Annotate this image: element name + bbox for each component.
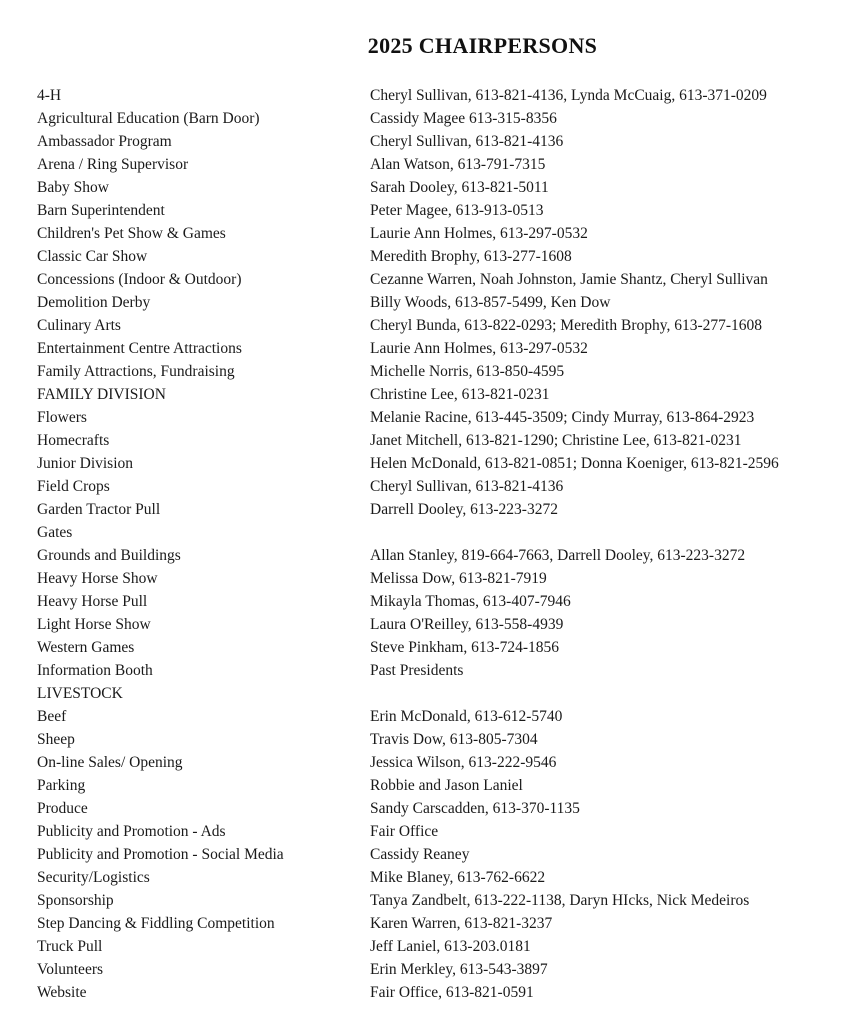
contact-info: Jeff Laniel, 613-203.0181 — [370, 938, 531, 955]
category-label: Junior Division — [37, 455, 134, 472]
table-row — [37, 107, 837, 130]
category-label: Arena / Ring Supervisor — [37, 156, 189, 173]
category-label: Grounds and Buildings — [37, 547, 181, 564]
table-row — [37, 636, 837, 659]
category-label: On-line Sales/ Opening — [37, 754, 183, 771]
category-label: Sheep — [37, 731, 75, 748]
category-label: Homecrafts — [37, 432, 110, 449]
table-row — [37, 567, 837, 590]
page-title: 2025 CHAIRPERSONS — [367, 33, 598, 58]
category-label: Demolition Derby — [37, 294, 151, 311]
table-row — [37, 360, 837, 383]
category-label: Volunteers — [37, 961, 104, 978]
contact-info: Helen McDonald, 613-821-0851; Donna Koeniger, 613-821-2596 — [370, 455, 779, 472]
category-label: Light Horse Show — [37, 616, 151, 633]
table-row — [37, 268, 837, 291]
category-label: Heavy Horse Show — [37, 570, 158, 587]
category-label: Classic Car Show — [37, 248, 148, 265]
category-label: Concessions (Indoor & Outdoor) — [37, 271, 242, 288]
contact-info: Janet Mitchell, 613-821-1290; Christine Lee, 613-821-0231 — [370, 432, 742, 449]
category-label: Western Games — [37, 639, 135, 656]
contact-info: Jessica Wilson, 613-222-9546 — [370, 754, 557, 771]
table-row — [37, 291, 837, 314]
category-label: 4-H — [37, 87, 62, 104]
contact-info: Cassidy Magee 613-315-8356 — [370, 110, 557, 127]
category-label: Sponsorship — [37, 892, 114, 909]
contact-info: Billy Woods, 613-857-5499, Ken Dow — [370, 294, 611, 311]
category-label: Field Crops — [37, 478, 110, 495]
table-row — [37, 820, 837, 843]
contact-info: Laurie Ann Holmes, 613-297-0532 — [370, 225, 588, 242]
category-label: Website — [37, 984, 87, 1001]
table-row — [37, 452, 837, 475]
category-label: Ambassador Program — [37, 133, 172, 150]
table-row — [37, 176, 837, 199]
table-row — [37, 866, 837, 889]
table-row — [37, 222, 837, 245]
contact-info: Cheryl Sullivan, 613-821-4136 — [370, 133, 564, 150]
table-row — [37, 406, 837, 429]
table-row — [37, 429, 837, 452]
table-row — [37, 130, 837, 153]
contact-info — [370, 521, 837, 544]
table-row — [37, 705, 837, 728]
category-label: Baby Show — [37, 179, 109, 196]
table-row — [37, 659, 837, 682]
table-row — [37, 797, 837, 820]
table-row — [37, 751, 837, 774]
contact-info: Darrell Dooley, 613-223-3272 — [370, 501, 558, 518]
table-row — [37, 84, 837, 107]
category-label: Security/Logistics — [37, 869, 150, 886]
category-label: Culinary Arts — [37, 317, 121, 334]
category-label: Gates — [37, 524, 73, 541]
category-label: Publicity and Promotion - Ads — [37, 823, 226, 840]
contact-info: Fair Office — [370, 823, 439, 840]
category-label: Truck Pull — [37, 938, 103, 955]
contact-info: Mikayla Thomas, 613-407-7946 — [370, 593, 571, 610]
table-row — [37, 912, 837, 935]
contact-info: Fair Office, 613-821-0591 — [370, 984, 534, 1001]
table-row — [37, 682, 837, 705]
category-label: LIVESTOCK — [37, 685, 123, 702]
contact-info: Cezanne Warren, Noah Johnston, Jamie Shantz, Cheryl Sullivan — [370, 271, 768, 288]
contact-info: Travis Dow, 613-805-7304 — [370, 731, 538, 748]
contact-info: Laurie Ann Holmes, 613-297-0532 — [370, 340, 588, 357]
contact-info: Cheryl Sullivan, 613-821-4136, Lynda McCuaig, 613-371-0209 — [370, 87, 767, 104]
category-label: FAMILY DIVISION — [37, 386, 166, 403]
contact-info: Meredith Brophy, 613-277-1608 — [370, 248, 572, 265]
contact-info — [370, 682, 837, 705]
table-row — [37, 153, 837, 176]
table-row — [37, 613, 837, 636]
contact-info: Christine Lee, 613-821-0231 — [370, 386, 550, 403]
table-row — [37, 728, 837, 751]
table-row — [37, 521, 837, 544]
contact-info: Michelle Norris, 613-850-4595 — [370, 363, 565, 380]
category-label: Beef — [37, 708, 67, 725]
contact-info: Laura O'Reilley, 613-558-4939 — [370, 616, 564, 633]
table-row — [37, 245, 837, 268]
table-row — [37, 383, 837, 406]
contact-info: Cassidy Reaney — [370, 846, 470, 863]
table-row — [37, 475, 837, 498]
table-row — [37, 314, 837, 337]
table-row — [37, 935, 837, 958]
table-row — [37, 958, 837, 981]
contact-info: Sandy Carscadden, 613-370-1135 — [370, 800, 580, 817]
table-row — [37, 843, 837, 866]
chairpersons-list — [37, 84, 837, 1004]
table-row — [37, 981, 837, 1004]
contact-info: Melissa Dow, 613-821-7919 — [370, 570, 547, 587]
contact-info: Erin Merkley, 613-543-3897 — [370, 961, 548, 978]
contact-info: Steve Pinkham, 613-724-1856 — [370, 639, 559, 656]
contact-info: Tanya Zandbelt, 613-222-1138, Daryn HIcks, Nick Medeiros — [370, 892, 750, 909]
table-row — [37, 544, 837, 567]
table-row — [37, 199, 837, 222]
contact-info: Sarah Dooley, 613-821-5011 — [370, 179, 549, 196]
category-label: Information Booth — [37, 662, 153, 679]
table-row — [37, 337, 837, 360]
table-row — [37, 889, 837, 912]
table-row — [37, 590, 837, 613]
category-label: Heavy Horse Pull — [37, 593, 148, 610]
contact-info: Melanie Racine, 613-445-3509; Cindy Murray, 613-864-2923 — [370, 409, 755, 426]
category-label: Children's Pet Show & Games — [37, 225, 226, 242]
category-label: Family Attractions, Fundraising — [37, 363, 235, 380]
contact-info: Alan Watson, 613-791-7315 — [370, 156, 546, 173]
category-label: Agricultural Education (Barn Door) — [37, 110, 260, 127]
contact-info: Erin McDonald, 613-612-5740 — [370, 708, 563, 725]
contact-info: Peter Magee, 613-913-0513 — [370, 202, 544, 219]
contact-info: Karen Warren, 613-821-3237 — [370, 915, 553, 932]
category-label: Barn Superintendent — [37, 202, 165, 219]
contact-info: Robbie and Jason Laniel — [370, 777, 523, 794]
category-label: Entertainment Centre Attractions — [37, 340, 242, 357]
category-label: Parking — [37, 777, 86, 794]
category-label: Garden Tractor Pull — [37, 501, 161, 518]
category-label: Flowers — [37, 409, 87, 426]
contact-info: Allan Stanley, 819-664-7663, Darrell Dooley, 613-223-3272 — [370, 547, 746, 564]
category-label: Produce — [37, 800, 88, 817]
table-row — [37, 774, 837, 797]
contact-info: Past Presidents — [370, 662, 464, 679]
table-row — [37, 498, 837, 521]
category-label: Step Dancing & Fiddling Competition — [37, 915, 275, 932]
category-label: Publicity and Promotion - Social Media — [37, 846, 284, 863]
contact-info: Cheryl Sullivan, 613-821-4136 — [370, 478, 564, 495]
contact-info: Cheryl Bunda, 613-822-0293; Meredith Brophy, 613-277-1608 — [370, 317, 763, 334]
contact-info: Mike Blaney, 613-762-6622 — [370, 869, 546, 886]
